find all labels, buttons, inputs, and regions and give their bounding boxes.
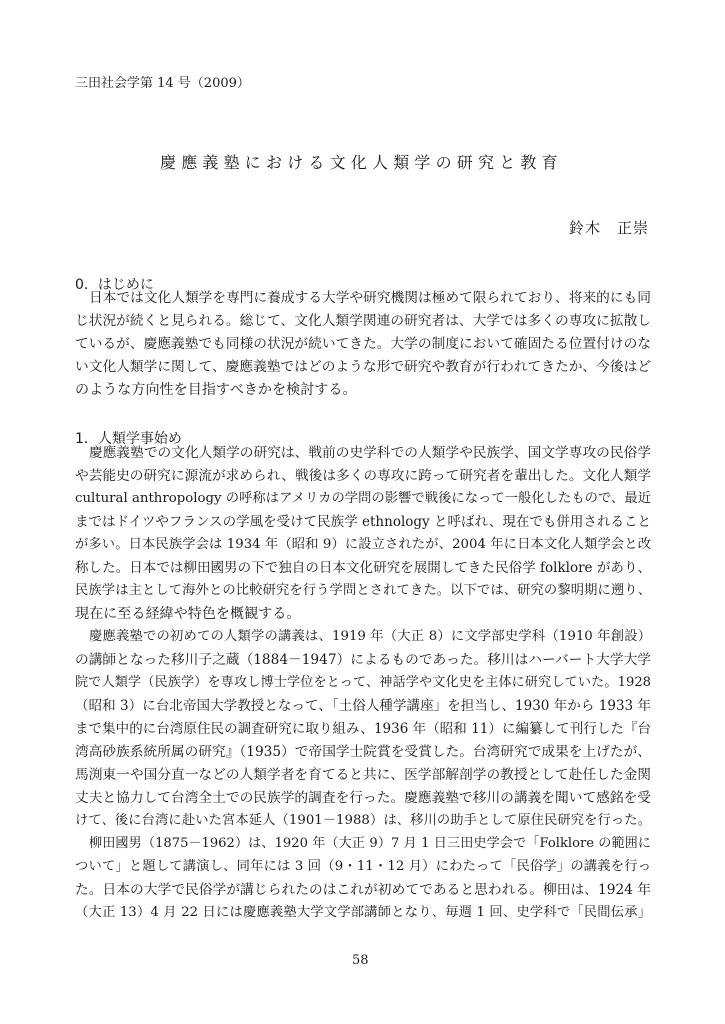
page-number: 58 <box>352 953 369 968</box>
body-line: ているが、慶應義塾でも同様の状況が続いてきた。大学の制度において確固たる位置付けのな <box>75 336 651 352</box>
body-line: 日本では文化人類学を専門に養成する大学や研究機関は極めて限られており、将来的にも同 <box>89 290 651 306</box>
body-line: 湾高砂族系統所属の研究』（1935）で帝国学士院賞を受賞した。台湾研究で成果を上げたが、 <box>75 744 651 760</box>
body-line: や芸能史の研究に源流が求められ、戦後は多くの専攻に跨って研究者を輩出した。文化人類学 <box>75 468 651 484</box>
body-line: ついて」と題して講演し、同年には 3 回（9・11・12 月）にわたって「民俗学」の講義を行っ <box>75 859 651 874</box>
body-line: 院で人類学（民族学）を専攻し博士学位をとって、神話学や文化史を主体に研究していた。1928 <box>75 675 651 690</box>
body-line: （昭和 3）に台北帝国大学教授となって、「土俗人種学講座」を担当し、1930 年から 1933 年 <box>75 698 651 714</box>
body-line: 慶應義塾での文化人類学の研究は、戦前の史学科での人類学や民族学、国文学専攻の民俗学 <box>89 445 651 461</box>
body-line: の講師となった移川子之蔵（1884－1947）によるものであった。移川はハーバート大学大学 <box>75 652 651 668</box>
body-line: い文化人類学に関して、慶應義塾ではどのような形で研究や教育が行われてきたか、今後はど <box>75 359 651 375</box>
journal-issue: 三田社会学第 14 号（2009） <box>75 76 250 91</box>
paper-title: 慶應義塾における文化人類学の研究と教育 <box>160 153 563 172</box>
body-line: 民族学は主として海外との比較研究を行う学問とされてきた。以下では、研究の黎明期に遡り、 <box>75 583 651 598</box>
body-line: cultural anthropology の呼称はアメリカの学問の影響で戦後になって一般化したもので、最近 <box>75 491 651 506</box>
body-line: まではドイツやフランスの学風を受けて民族学 ethnology と呼ばれ、現在でも併用されること <box>75 514 651 530</box>
body-line: が多い。日本民族学会は 1934 年（昭和 9）に設立されたが、2004 年に日本文化人類学会と改 <box>75 537 651 552</box>
body-line: まで集中的に台湾原住民の調査研究に取り組み、1936 年（昭和 11）に編纂して刊行した『台 <box>75 721 651 737</box>
author-name: 鈴木 正崇 <box>569 219 650 237</box>
body-line: 慶應義塾での初めての人類学の講義は、1919 年（大正 8）に文学部史学科（1910 年創設） <box>89 629 651 644</box>
body-line: た。日本の大学で民俗学が講じられたのはこれが初めてであると思われる。柳田は、1924 年 <box>75 882 651 898</box>
body-line: けて、後に台湾に赴いた宮本延人（1901－1988）は、移川の助手として原住民研究を行った。 <box>75 813 651 828</box>
section-heading-beginnings: 1．人類学事始め <box>75 431 182 447</box>
body-line: じ状況が続くと見られる。総じて、文化人類学関連の研究者は、大学では多くの専攻に拡散し <box>75 313 651 329</box>
body-line: 丈夫と協力して台湾全土での民族学的調査を行った。慶應義塾で移川の講義を聞いて感銘を受 <box>75 790 651 806</box>
body-line: 馬渕東一や国分直一などの人類学者を育てると共に、医学部解剖学の教授として赴任した金関 <box>75 767 651 783</box>
body-line: 現在に至る経緯や特色を概観する。 <box>75 606 301 622</box>
body-line: （大正 13）4 月 22 日には慶應義塾大学文学部講師となり、毎週 1 回、史学科で「民間伝承」 <box>75 905 651 920</box>
body-line: 称した。日本では柳田國男の下で独自の日本文化研究を展開してきた民俗学 folklore があり、 <box>75 560 651 576</box>
body-line: のような方向性を目指すべきかを検討する。 <box>75 382 357 398</box>
body-line: 柳田國男（1875－1962）は、1920 年（大正 9）7 月 1 日三田史学会で「Folklore の範囲に <box>89 836 651 851</box>
section-heading-intro: 0．はじめに <box>75 277 154 293</box>
